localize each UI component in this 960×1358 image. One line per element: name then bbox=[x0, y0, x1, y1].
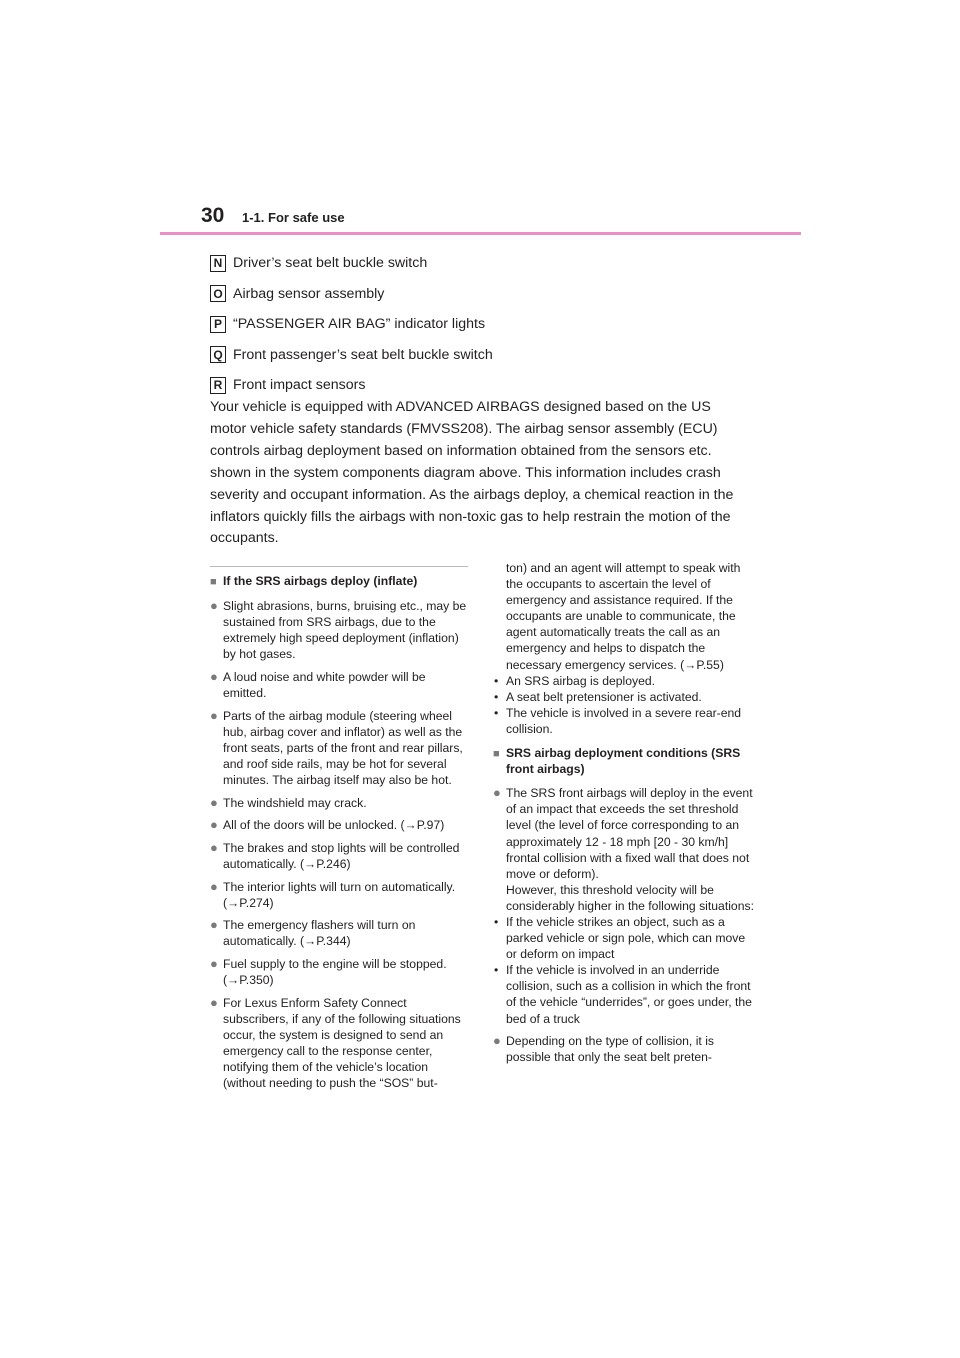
legend-badge: P bbox=[210, 316, 226, 333]
column-divider bbox=[210, 566, 468, 567]
bullet-dot-icon: ● bbox=[210, 707, 218, 723]
sub-item-text: An SRS airbag is deployed. bbox=[506, 673, 656, 688]
sub-item bbox=[493, 673, 755, 689]
bullet-item bbox=[493, 785, 755, 914]
bullet-dot-icon: ● bbox=[210, 917, 218, 933]
bullet-text: Slight abrasions, burns, bruising etc., may be sustained from SRS airbags, due to the extremely high speed deployment (inflation) by hot gases. bbox=[223, 599, 467, 662]
bullet-text: Depending on the type of collision, it is possible that only the seat belt preten- bbox=[506, 1034, 714, 1065]
legend-badge: R bbox=[210, 377, 226, 394]
heading-text: If the SRS airbags deploy (inflate) bbox=[223, 574, 418, 588]
legend-item bbox=[210, 279, 750, 310]
bullet-dot-icon: ● bbox=[210, 598, 218, 614]
bullet-item bbox=[210, 840, 472, 872]
bullet-dot-icon: ● bbox=[210, 878, 218, 894]
bullet-text: The brakes and stop lights will be controlled automatically. (→P.246) bbox=[223, 840, 460, 871]
section-heading bbox=[210, 573, 472, 590]
sub-item bbox=[493, 689, 755, 705]
bullet-text: Parts of the airbag module (steering wheel hub, airbag cover and inflator) as well as the front seats, parts of the front and rear pillars, and roof side rails, may be hot for several minutes. The airbag itself may also be hot. bbox=[223, 708, 463, 788]
legend-label: Front impact sensors bbox=[233, 377, 366, 394]
legend-label: Airbag sensor assembly bbox=[233, 285, 385, 302]
bullet-dot-icon: ● bbox=[210, 794, 218, 810]
bullet-item bbox=[210, 817, 472, 833]
section-title: 1-1. For safe use bbox=[242, 210, 345, 225]
component-legend bbox=[210, 248, 750, 401]
bullet-text: The SRS front airbags will deploy in the event of an impact that exceeds the set threshold level (the level of force corresponding to an approximately 12 - 18 mph [20 - 30 km/h] frontal collision with a fixed wall that does not move or deform). bbox=[506, 786, 753, 881]
bullet-note: However, this threshold velocity will be considerably higher in the following situations: bbox=[506, 882, 754, 913]
sub-bullet-icon: • bbox=[494, 963, 499, 978]
legend-label: Front passenger’s seat belt buckle switch bbox=[233, 346, 493, 363]
legend-badge: O bbox=[210, 285, 226, 302]
right-column bbox=[493, 560, 755, 1072]
bullet-item bbox=[210, 995, 472, 1092]
bullet-item bbox=[210, 879, 472, 911]
bullet-item bbox=[210, 598, 472, 662]
bullet-text: For Lexus Enform Safety Connect subscribers, if any of the following situations occur, the system is designed to send an emergency call to the response center, notifying them of the vehicle’s location (without needing to push the “SOS” but- bbox=[223, 995, 461, 1091]
legend-item bbox=[210, 340, 750, 371]
sub-item-text: A seat belt pretensioner is activated. bbox=[506, 689, 702, 704]
bullet-dot-icon: ● bbox=[210, 955, 218, 971]
sub-item bbox=[493, 705, 755, 737]
legend-label: “PASSENGER AIR BAG” indicator lights bbox=[233, 316, 486, 333]
page-number: 30 bbox=[201, 204, 225, 227]
bullet-text: All of the doors will be unlocked. (→P.97) bbox=[223, 818, 445, 833]
bullet-item bbox=[493, 1033, 755, 1065]
sub-bullet-icon: • bbox=[494, 689, 499, 704]
sub-bullet-icon: • bbox=[494, 705, 499, 720]
legend-badge: Q bbox=[210, 346, 226, 363]
header-rule bbox=[160, 232, 801, 235]
left-column bbox=[210, 573, 472, 1098]
sub-bullet-icon: • bbox=[494, 914, 499, 929]
page-header bbox=[0, 0, 960, 240]
legend-label: Driver’s seat belt buckle switch bbox=[233, 255, 428, 272]
bullet-dot-icon: ● bbox=[210, 668, 218, 684]
intro-paragraph: Your vehicle is equipped with ADVANCED AIRBAGS designed based on the US motor vehicle safety standards (FMVSS208). The airbag sensor assembly (ECU) controls airbag deployment based on information obtained from the sensors etc. shown in the system components diagram above. This information includes crash severity and occupant information. As the airbags deploy, a chemical reaction in the inflators quickly fills the airbags with non-toxic gas to help restrain the motion of the occupants. bbox=[210, 399, 734, 547]
bullet-item bbox=[210, 956, 472, 988]
bullet-item bbox=[210, 795, 472, 811]
legend-item bbox=[210, 370, 750, 401]
legend-item bbox=[210, 248, 750, 279]
legend-badge: N bbox=[210, 255, 226, 272]
sub-item-text: If the vehicle is involved in an underride collision, such as a collision in which the front of the vehicle “underrides”, or goes under, the bed of a truck bbox=[506, 963, 752, 1026]
bullet-text: Fuel supply to the engine will be stopped. (→P.350) bbox=[223, 956, 447, 987]
bullet-dot-icon: ● bbox=[493, 1033, 501, 1049]
bullet-item bbox=[210, 708, 472, 788]
sub-bullet-icon: • bbox=[494, 673, 499, 688]
legend-item bbox=[210, 309, 750, 340]
heading-text: SRS airbag deployment conditions (SRS front airbags) bbox=[506, 746, 741, 777]
bullet-dot-icon: ● bbox=[210, 994, 218, 1010]
bullet-item bbox=[210, 669, 472, 701]
bullet-text: The windshield may crack. bbox=[223, 795, 367, 810]
bullet-text: The interior lights will turn on automatically. (→P.274) bbox=[223, 879, 456, 910]
sub-item bbox=[493, 962, 755, 1026]
sub-item-text: The vehicle is involved in a severe rear-end collision. bbox=[506, 705, 742, 736]
bullet-item bbox=[210, 917, 472, 949]
bullet-text: The emergency flashers will turn on automatically. (→P.344) bbox=[223, 918, 416, 949]
sub-item-text: If the vehicle strikes an object, such as a parked vehicle or sign pole, which can move or deform on impact bbox=[506, 914, 746, 962]
section-heading bbox=[493, 745, 755, 777]
sub-item bbox=[493, 914, 755, 962]
bullet-text: A loud noise and white powder will be emitted. bbox=[223, 669, 426, 701]
continued-text: ton) and an agent will attempt to speak with the occupants to ascertain the level of emergency and assistance required. If the occupants are unable to communicate, the agent automatically treats the call as an emergency and helps to dispatch the necessary emergency services. (→P.55) bbox=[506, 561, 741, 672]
bullet-dot-icon: ● bbox=[210, 817, 218, 833]
bullet-dot-icon: ● bbox=[210, 839, 218, 855]
bullet-dot-icon: ● bbox=[493, 785, 501, 801]
square-icon: ■ bbox=[493, 748, 500, 761]
square-icon: ■ bbox=[210, 576, 217, 588]
